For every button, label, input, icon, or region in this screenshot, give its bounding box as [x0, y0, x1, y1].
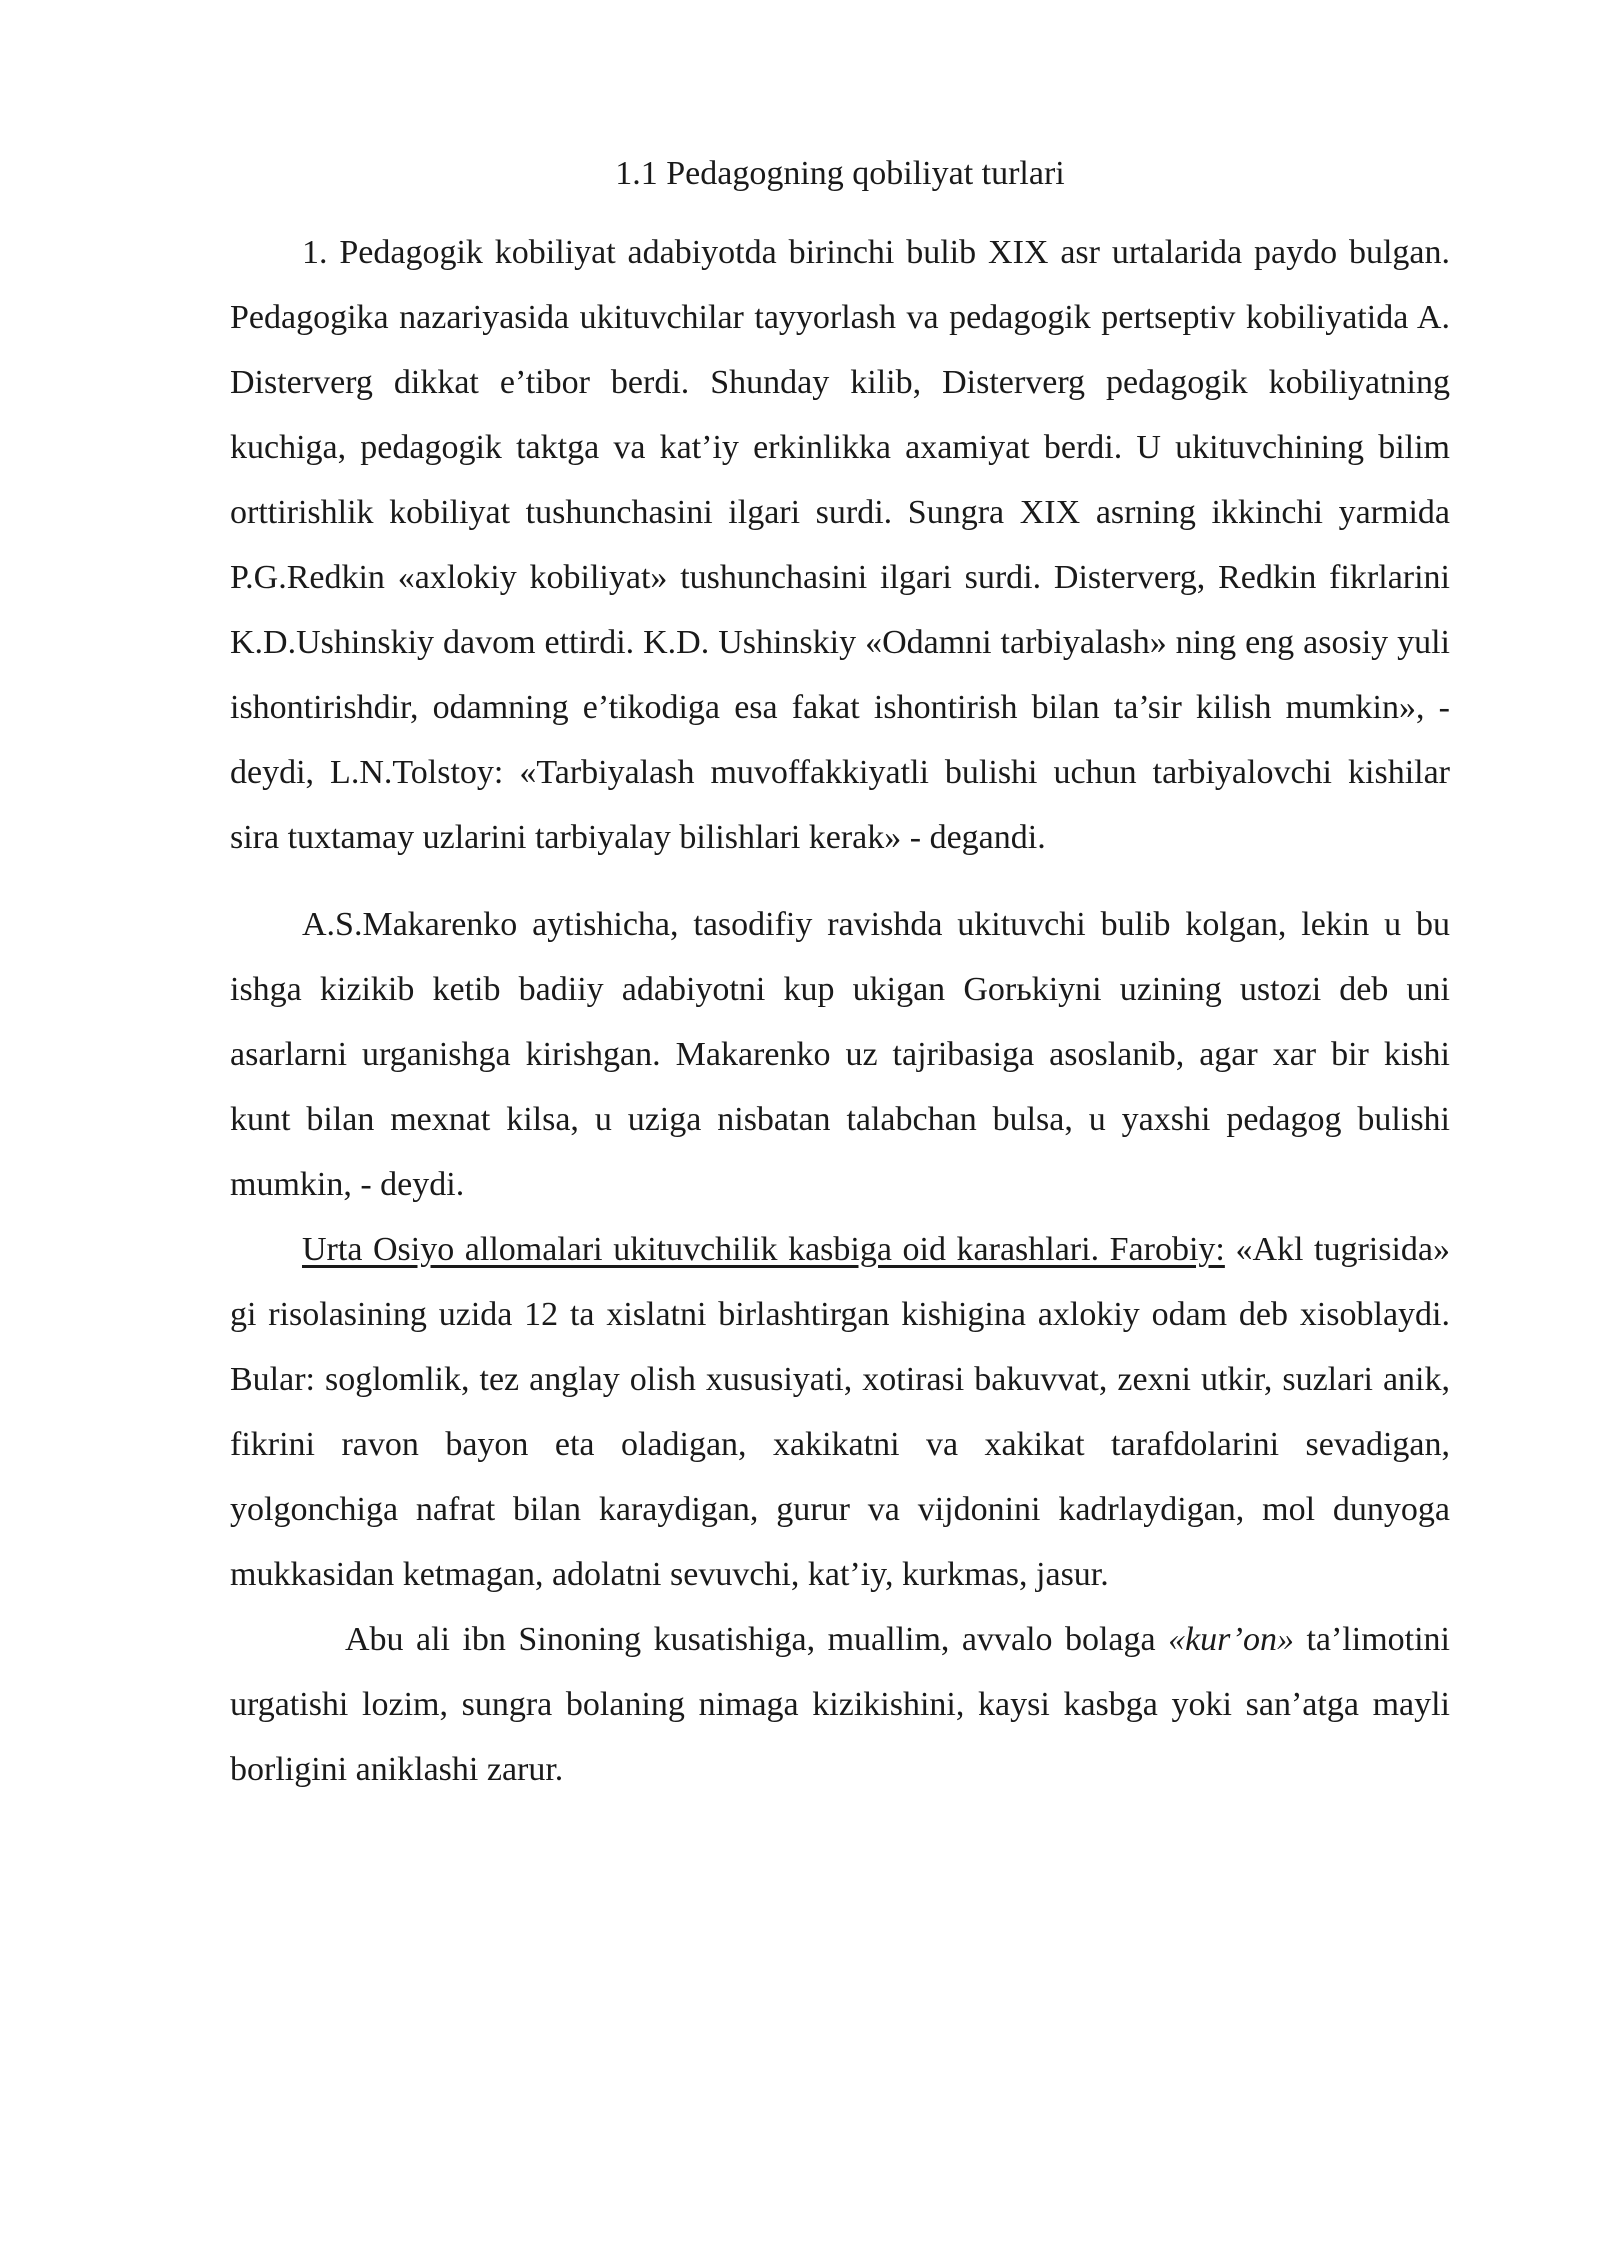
paragraph-makarenko: A.S.Makarenko aytishicha, tasodifiy ravishda ukituvchi bulib kolgan, lekin u bu ishga kizikib ketib badiiy adabiyotni kup ukigan Gorьkiyni uzining ustozi deb uni asarlarni urganishga kirishgan. Makarenko uz tajribasiga asoslanib, agar xar bir kishi kunt bilan mexnat kilsa, u uziga nisbatan talabchan bulsa, u yaxshi pedagog bulishi mumkin, - deydi.: [230, 906, 1450, 1203]
paragraph-ibn-sino-start: Abu ali ibn Sinoning kusatishiga, muallim, avvalo bolaga: [345, 1621, 1169, 1658]
central-asian-scholars-heading: Urta Osiyo allomalari ukituvchilik kasbiga oid karashlari. Farobiy:: [302, 1231, 1225, 1268]
paragraph-ibn-sino-end: ta’limotini urgatishi lozim, sungra bolaning nimaga kizikishini, kaysi kasbga yoki san’atga mayli borligini aniklashi zarur.: [230, 1621, 1450, 1788]
section-title: 1.1 Pedagogning qobiliyat turlari: [615, 155, 1065, 192]
paragraph-farobiy-body: «Akl tugrisida» gi risolasining uzida 12 ta xislatni birlashtirgan kishigina axlokiy odam deb xisoblaydi. Bular: soglomlik, tez anglay olish xususiyati, xotirasi bakuvvat, zexni utkir, suzlari anik, fikrini ravon bayon eta oladigan, xakikatni va xakikat tarafdolarini sevadigan, yolgonchiga nafrat bilan karaydigan, gurur va vijdonini kadrlaydigan, mol dunyoga mukkasidan ketmagan, adolatni sevuvchi, kat’iy, kurkmas, jasur.: [230, 1231, 1451, 1593]
paragraph-pedagogical-ability-history: 1. Pedagogik kobiliyat adabiyotda birinchi bulib XIX asr urtalarida paydo bulgan. Pedagogika nazariyasida ukituvchilar tayyorlash va pedagogik pertseptiv kobiliyatida A. Disterverg dikkat e’tibor berdi. Shunday kilib, Disterverg pedagogik kobiliyatning kuchiga, pedagogik taktga va kat’iy erkinlikka axamiyat berdi. U ukituvchining bilim orttirishlik kobiliyat tushunchasini ilgari surdi. Sungra XIX asrning ikkinchi yarmida P.G.Redkin «axlokiy kobiliyat» tushunchasini ilgari surdi. Disterverg, Redkin fikrlarini K.D.Ushinskiy davom ettirdi. K.D. Ushinskiy «Odamni tarbiyalash» ning eng asosiy yuli ishontirishdir, odamning e’tikodiga esa fakat ishontirish bilan ta’sir kilish mumkin», - deydi, L.N.Tolstoy: «Tarbiyalash muvoffakkiyatli bulishi uchun tarbiyalovchi kishilar sira tuxtamay uzlarini tarbiyalay bilishlari kerak» - degandi.: [230, 234, 1450, 856]
paragraph-farobiy: [230, 1217, 1450, 1607]
paragraph-ibn-sino: [230, 1607, 1450, 1802]
document-page: [230, 148, 1450, 1802]
quran-term: «kur’on»: [1168, 1621, 1294, 1658]
